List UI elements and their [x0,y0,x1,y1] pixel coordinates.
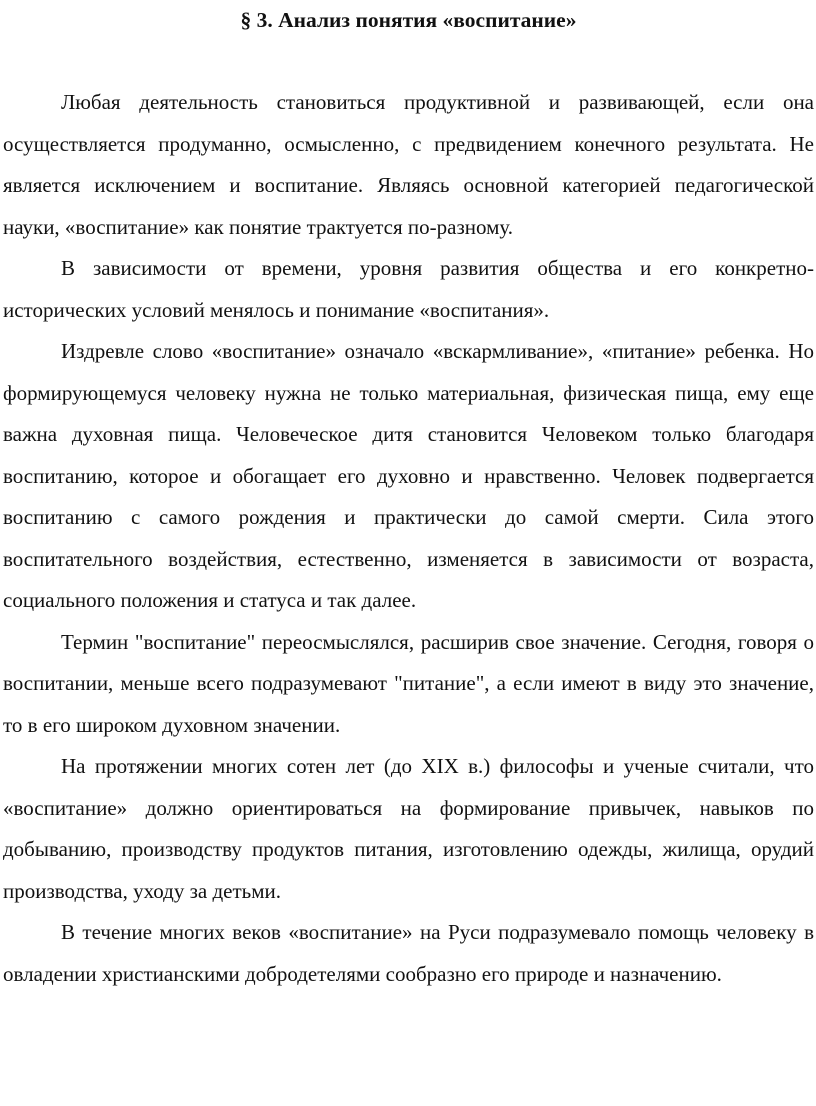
title-spacer [3,40,814,82]
paragraph-6: В течение многих веков «воспитание» на Руси подразумевало помощь человеку в овладении христианскими добродетелями сообразно его природе и назначению. [3,920,814,986]
paragraph-4: Термин "воспитание" переосмыслялся, расширив свое значение. Сегодня, говоря о воспитании, меньше всего подразумевают "питание", а если имеют в виду это значение, то в его широком духовном значении. [3,629,814,737]
section-title: § 3. Анализ понятия «воспитание» [240,8,577,32]
paragraph-2: В зависимости от времени, уровня развития общества и его конкретно-исторических условий менялось и понимание «воспитания». [3,256,814,322]
paragraph-1: Любая деятельность становиться продуктивной и развивающей, если она осуществляется продуманно, осмысленно, с предвидением конечного результата. Не является исключением и воспитание. Являясь основной категорией педагогической науки, «воспитание» как понятие трактуется по-разному. [3,90,814,239]
paragraph-3: Издревле слово «воспитание» означало «вскармливание», «питание» ребенка. Но формирующемуся человеку нужна не только материальная, физическая пища, ему еще важна духовная пища. Человеческое дитя становится Человеком только благодаря воспитанию, которое и обогащает его духовно и нравственно. Человек подвергается воспитанию с самого рождения и практически до самой смерти. Сила этого воспитательного воздействия, естественно, изменяется в зависимости от возраста, социального положения и статуса и так далее. [3,339,814,612]
paragraph-5: На протяжении многих сотен лет (до XIX в.) философы и ученые считали, что «воспитание» должно ориентироваться на формирование привычек, навыков по добыванию, производству продуктов питания, изготовлению одежды, жилища, орудий производства, уходу за детьми. [3,754,814,903]
